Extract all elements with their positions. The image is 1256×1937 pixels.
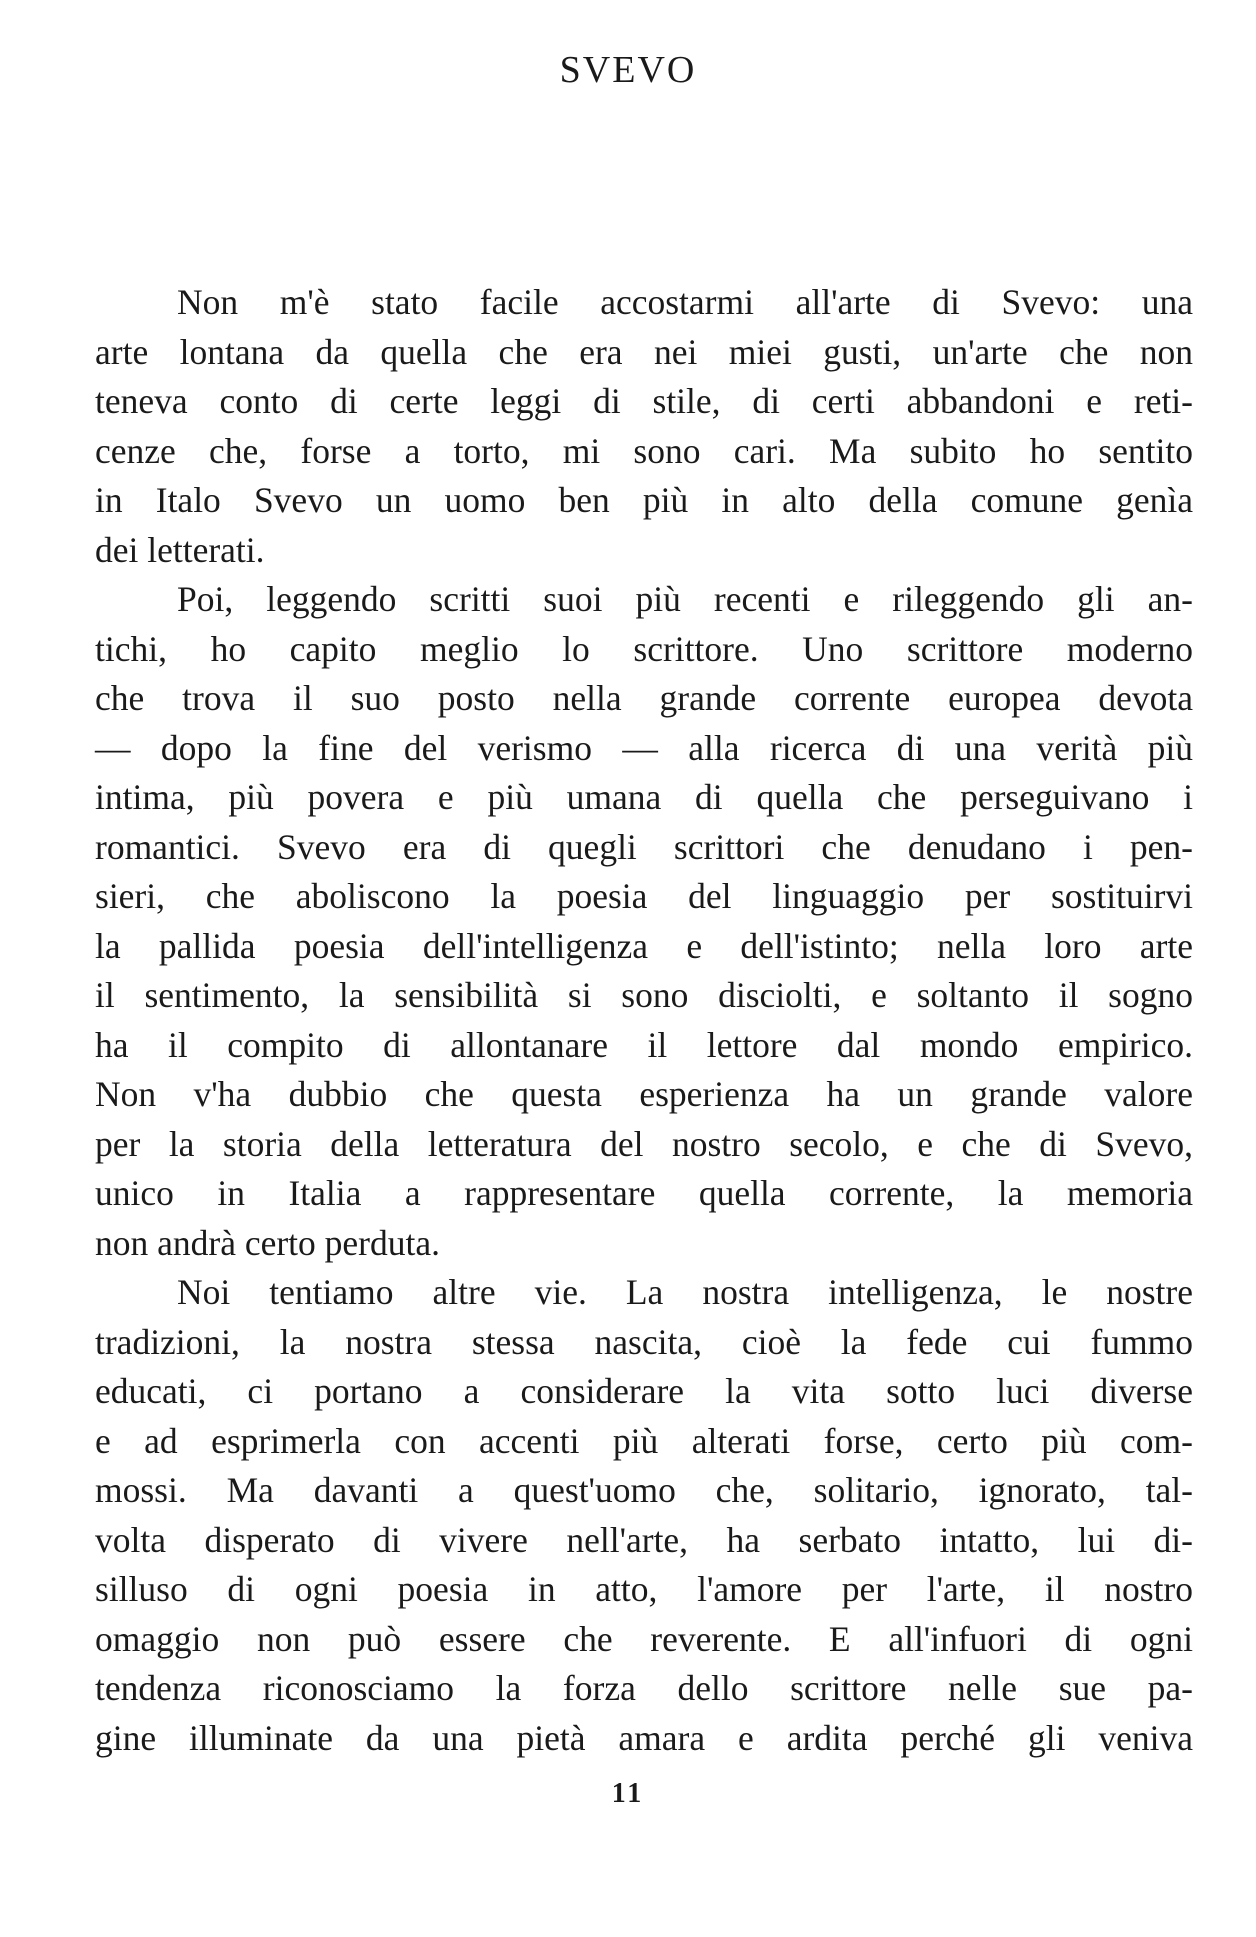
- text-line: tradizioni, la nostra stessa nascita, cioè la fede cui fummo: [95, 1321, 1193, 1362]
- text-line: Poi, leggendo scritti suoi più recenti e rileggendo gli an-: [177, 579, 1193, 619]
- text-line: omaggio non può essere che reverente. E all'infuori di ogni: [95, 1618, 1193, 1659]
- text-line: tendenza riconosciamo la forza dello scrittore nelle sue pa-: [95, 1668, 1193, 1708]
- text-line: Non m'è stato facile accostarmi all'arte di Svevo: una: [177, 282, 1193, 322]
- text-line: silluso di ogni poesia in atto, l'amore per l'arte, il nostro: [95, 1569, 1193, 1609]
- text-line: e ad esprimerla con accenti più alterati forse, certo più com-: [95, 1420, 1193, 1461]
- text-line: per la storia della letteratura del nostro secolo, e che di Svevo,: [95, 1123, 1193, 1164]
- text-line: cenze che, forse a torto, mi sono cari. Ma subito ho sentito: [95, 430, 1193, 471]
- text-line: Noi tentiamo altre vie. La nostra intelligenza, le nostre: [177, 1272, 1193, 1312]
- text-line: unico in Italia a rappresentare quella corrente, la memoria: [95, 1173, 1193, 1213]
- text-line: dei letterati.: [95, 529, 265, 570]
- text-line: non andrà certo perduta.: [95, 1222, 440, 1263]
- text-line: teneva conto di certe leggi di stile, di certi abbandoni e reti-: [95, 381, 1193, 421]
- text-line: ha il compito di allontanare il lettore dal mondo empirico.: [95, 1024, 1193, 1065]
- text-line: la pallida poesia dell'intelligenza e dell'istinto; nella loro arte: [95, 925, 1193, 966]
- text-line: mossi. Ma davanti a quest'uomo che, solitario, ignorato, tal-: [95, 1470, 1193, 1510]
- page-number: 11: [611, 1778, 645, 1809]
- paragraph: [95, 278, 1193, 575]
- text-line: arte lontana da quella che era nei miei gusti, un'arte che non: [95, 331, 1193, 372]
- body-text: [95, 278, 1193, 1763]
- text-line: che trova il suo posto nella grande corrente europea devota: [95, 678, 1193, 718]
- paragraph: [95, 1268, 1193, 1763]
- text-line: in Italo Svevo un uomo ben più in alto della comune genìa: [95, 480, 1193, 520]
- text-line: il sentimento, la sensibilità si sono disciolti, e soltanto il sogno: [95, 975, 1193, 1015]
- text-line: volta disperato di vivere nell'arte, ha serbato intatto, lui di-: [95, 1519, 1193, 1560]
- text-line: educati, ci portano a considerare la vita sotto luci diverse: [95, 1371, 1193, 1411]
- text-line: intima, più povera e più umana di quella che perseguivano i: [95, 777, 1193, 817]
- text-line: — dopo la fine del verismo — alla ricerca di una verità più: [95, 727, 1193, 768]
- text-line: tichi, ho capito meglio lo scrittore. Uno scrittore moderno: [95, 628, 1193, 669]
- paragraph: [95, 575, 1193, 1268]
- text-line: gine illuminate da una pietà amara e ardita perché gli veniva: [95, 1717, 1193, 1758]
- text-line: romantici. Svevo era di quegli scrittori che denudano i pen-: [95, 826, 1193, 867]
- text-line: Non v'ha dubbio che questa esperienza ha un grande valore: [95, 1074, 1193, 1114]
- running-header: SVEVO: [559, 49, 697, 91]
- text-line: sieri, che aboliscono la poesia del linguaggio per sostituirvi: [95, 876, 1193, 916]
